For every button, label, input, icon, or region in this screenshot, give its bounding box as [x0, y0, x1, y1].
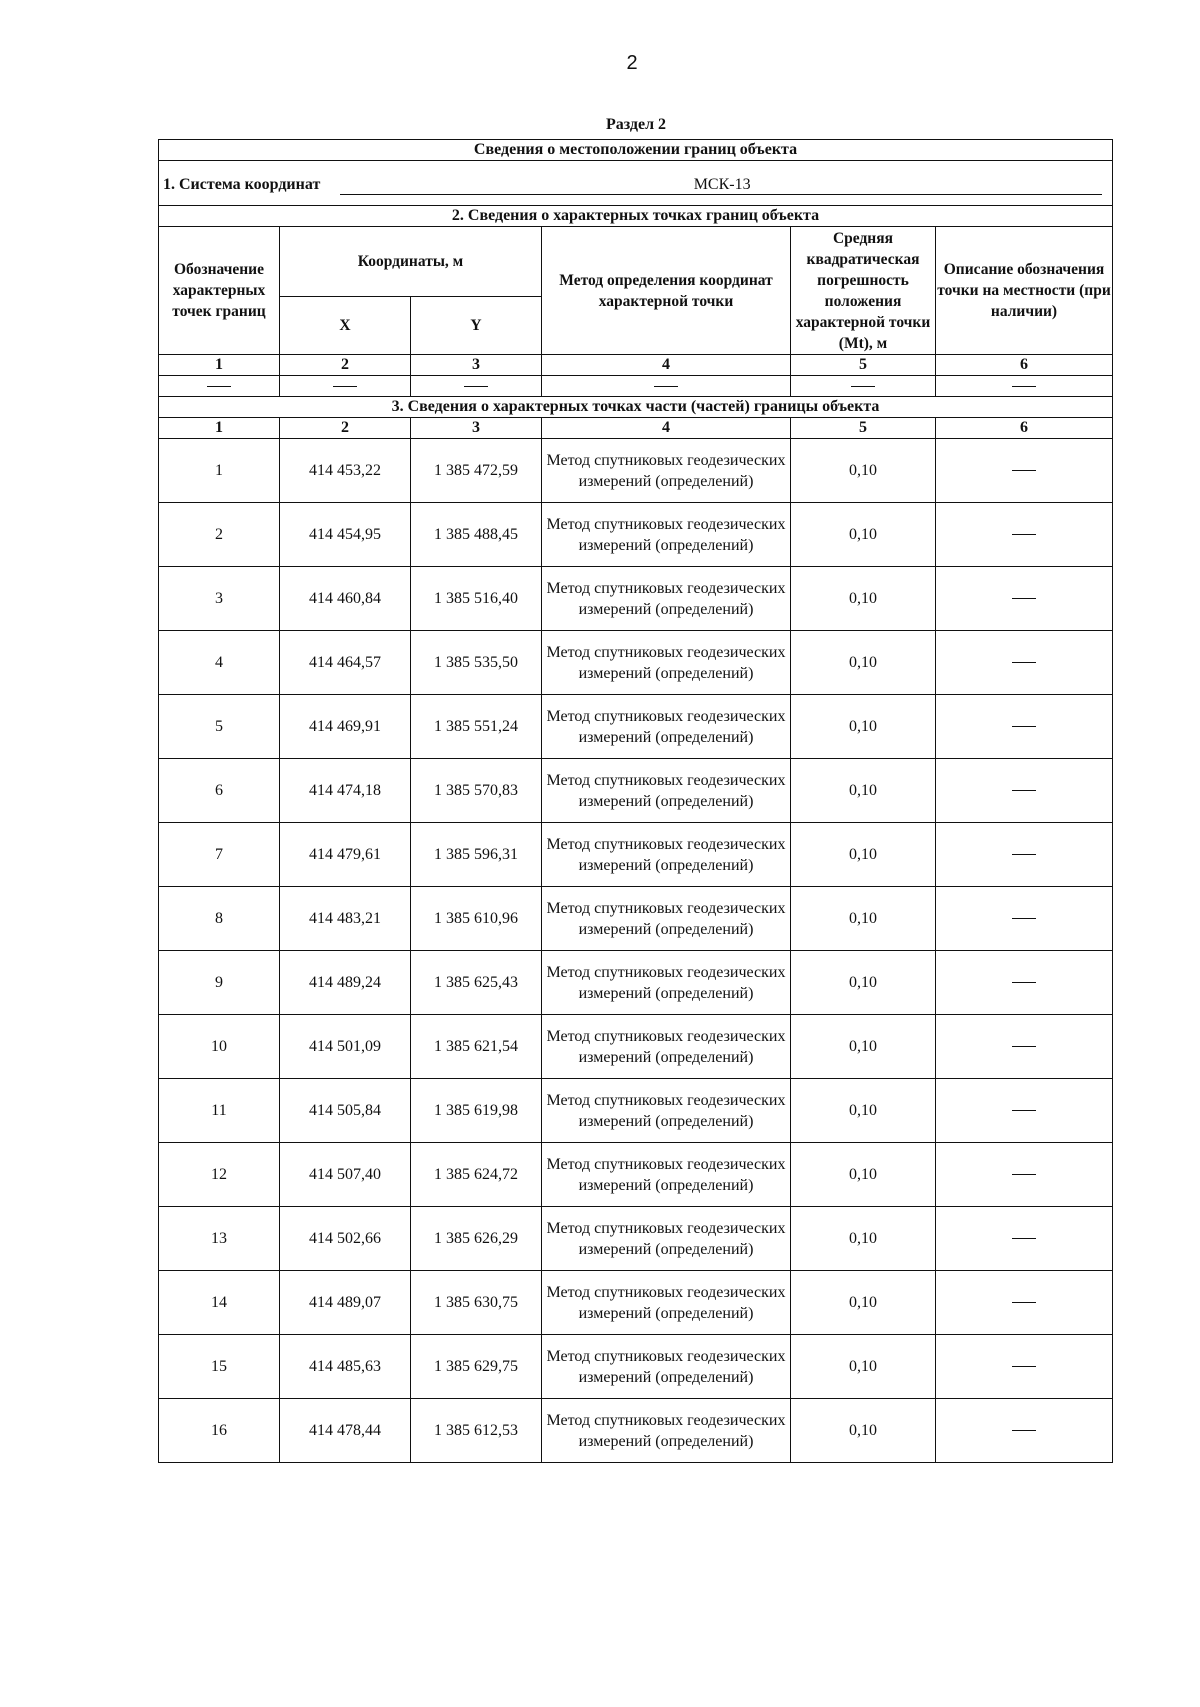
method-cell: Метод спутниковых геодезических измерений (определений) [542, 759, 791, 823]
column-number-row [159, 355, 1113, 376]
coord-y: 1 385 629,75 [411, 1335, 542, 1399]
point-number: 3 [159, 567, 280, 631]
column-number: 6 [936, 355, 1113, 376]
mt-value: 0,10 [791, 1207, 936, 1271]
description-cell [936, 695, 1113, 759]
mt-value: 0,10 [791, 887, 936, 951]
description-cell [936, 1207, 1113, 1271]
mt-value: 0,10 [791, 759, 936, 823]
dash-mark [1012, 534, 1036, 535]
point-number: 8 [159, 887, 280, 951]
dash-mark [1012, 1046, 1036, 1047]
point-number: 13 [159, 1207, 280, 1271]
coord-x: 414 464,57 [280, 631, 411, 695]
coord-y: 1 385 626,29 [411, 1207, 542, 1271]
dash-mark [1012, 918, 1036, 919]
column-number: 5 [791, 355, 936, 376]
description-cell [936, 1399, 1113, 1463]
coord-x: 414 460,84 [280, 567, 411, 631]
method-cell: Метод спутниковых геодезических измерений (определений) [542, 567, 791, 631]
mt-value: 0,10 [791, 1143, 936, 1207]
boundary-table [158, 139, 1113, 1463]
point-number: 9 [159, 951, 280, 1015]
table-row [159, 1335, 1113, 1399]
coord-y: 1 385 472,59 [411, 439, 542, 503]
column-number: 4 [542, 355, 791, 376]
dash-mark [1012, 1430, 1036, 1431]
point-number: 5 [159, 695, 280, 759]
dash-mark [1012, 854, 1036, 855]
column-number: 1 [159, 418, 280, 439]
dash-mark [1012, 386, 1036, 387]
coord-y: 1 385 624,72 [411, 1143, 542, 1207]
dash-mark [1012, 1302, 1036, 1303]
method-cell: Метод спутниковых геодезических измерений (определений) [542, 887, 791, 951]
description-cell [936, 439, 1113, 503]
description-cell [936, 887, 1113, 951]
dash-mark [464, 386, 488, 387]
dash-mark [654, 386, 678, 387]
coord-x: 414 453,22 [280, 439, 411, 503]
description-cell [936, 1335, 1113, 1399]
coord-x: 414 469,91 [280, 695, 411, 759]
method-cell: Метод спутниковых геодезических измерений (определений) [542, 631, 791, 695]
section3-title: 3. Сведения о характерных точках части (частей) границы объекта [159, 397, 1113, 418]
method-cell: Метод спутниковых геодезических измерений (определений) [542, 1271, 791, 1335]
method-cell: Метод спутниковых геодезических измерений (определений) [542, 1207, 791, 1271]
mt-value: 0,10 [791, 823, 936, 887]
coord-y: 1 385 619,98 [411, 1079, 542, 1143]
point-number: 11 [159, 1079, 280, 1143]
table-row [159, 1271, 1113, 1335]
description-cell [936, 1271, 1113, 1335]
dash-mark [1012, 662, 1036, 663]
coord-y: 1 385 535,50 [411, 631, 542, 695]
mt-value: 0,10 [791, 439, 936, 503]
column-number: 2 [280, 355, 411, 376]
coord-x: 414 489,07 [280, 1271, 411, 1335]
point-number: 4 [159, 631, 280, 695]
header-coordinates: Координаты, м [280, 227, 542, 297]
mt-value: 0,10 [791, 1079, 936, 1143]
dash-mark [1012, 982, 1036, 983]
method-cell: Метод спутниковых геодезических измерений (определений) [542, 1335, 791, 1399]
mt-value: 0,10 [791, 1335, 936, 1399]
coord-x: 414 507,40 [280, 1143, 411, 1207]
point-number: 1 [159, 439, 280, 503]
point-number: 7 [159, 823, 280, 887]
dash-mark [1012, 470, 1036, 471]
method-cell: Метод спутниковых геодезических измерений (определений) [542, 1015, 791, 1079]
empty-row [159, 376, 1113, 397]
table-row [159, 695, 1113, 759]
header-description: Описание обозначения точки на местности (при наличии) [936, 227, 1113, 355]
description-cell [936, 1143, 1113, 1207]
dash-mark [207, 386, 231, 387]
column-number: 5 [791, 418, 936, 439]
mt-value: 0,10 [791, 631, 936, 695]
coord-y: 1 385 621,54 [411, 1015, 542, 1079]
dash-mark [851, 386, 875, 387]
object-title: Сведения о местоположении границ объекта [159, 140, 1113, 161]
table-row [159, 951, 1113, 1015]
coord-y: 1 385 488,45 [411, 503, 542, 567]
dash-mark [1012, 1174, 1036, 1175]
coord-x: 414 474,18 [280, 759, 411, 823]
point-number: 12 [159, 1143, 280, 1207]
point-number: 6 [159, 759, 280, 823]
mt-value: 0,10 [791, 503, 936, 567]
coord-x: 414 489,24 [280, 951, 411, 1015]
method-cell: Метод спутниковых геодезических измерений (определений) [542, 439, 791, 503]
point-number: 15 [159, 1335, 280, 1399]
coord-y: 1 385 516,40 [411, 567, 542, 631]
table-row [159, 567, 1113, 631]
column-number: 4 [542, 418, 791, 439]
coord-y: 1 385 570,83 [411, 759, 542, 823]
header-error: Средняя квадратическая погрешность положения характерной точки (Mt), м [791, 227, 936, 355]
coord-y: 1 385 612,53 [411, 1399, 542, 1463]
header-y: Y [411, 297, 542, 355]
table-row [159, 759, 1113, 823]
coord-y: 1 385 610,96 [411, 887, 542, 951]
header-method: Метод определения координат характерной точки [542, 227, 791, 355]
coord-x: 414 485,63 [280, 1335, 411, 1399]
coord-x: 414 502,66 [280, 1207, 411, 1271]
table-row [159, 439, 1113, 503]
description-cell [936, 1079, 1113, 1143]
description-cell [936, 759, 1113, 823]
point-number: 2 [159, 503, 280, 567]
mt-value: 0,10 [791, 567, 936, 631]
column-number: 6 [936, 418, 1113, 439]
method-cell: Метод спутниковых геодезических измерений (определений) [542, 823, 791, 887]
dash-mark [1012, 598, 1036, 599]
method-cell: Метод спутниковых геодезических измерений (определений) [542, 951, 791, 1015]
table-row [159, 503, 1113, 567]
method-cell: Метод спутниковых геодезических измерений (определений) [542, 1079, 791, 1143]
point-rows [159, 439, 1113, 1463]
mt-value: 0,10 [791, 695, 936, 759]
method-cell: Метод спутниковых геодезических измерений (определений) [542, 503, 791, 567]
mt-value: 0,10 [791, 951, 936, 1015]
point-number: 16 [159, 1399, 280, 1463]
coord-x: 414 501,09 [280, 1015, 411, 1079]
header-x: X [280, 297, 411, 355]
table-row [159, 1399, 1113, 1463]
table-row [159, 1143, 1113, 1207]
table-row [159, 823, 1113, 887]
coordinate-system-value: МСК-13 [340, 176, 1102, 195]
method-cell: Метод спутниковых геодезических измерений (определений) [542, 695, 791, 759]
page-number: 2 [626, 52, 638, 74]
section-title: Раздел 2 [605, 116, 667, 133]
column-number: 2 [280, 418, 411, 439]
dash-mark [333, 386, 357, 387]
column-number: 3 [411, 355, 542, 376]
table-row [159, 1015, 1113, 1079]
header-point-designation: Обозначение характерных точек границ [159, 227, 280, 355]
column-number: 1 [159, 355, 280, 376]
table-row [159, 887, 1113, 951]
dash-mark [1012, 1110, 1036, 1111]
coord-x: 414 483,21 [280, 887, 411, 951]
description-cell [936, 951, 1113, 1015]
coord-y: 1 385 551,24 [411, 695, 542, 759]
coord-y: 1 385 625,43 [411, 951, 542, 1015]
coord-y: 1 385 596,31 [411, 823, 542, 887]
coord-y: 1 385 630,75 [411, 1271, 542, 1335]
dash-mark [1012, 1366, 1036, 1367]
coordinate-system-row [159, 161, 1113, 206]
section2-title: 2. Сведения о характерных точках границ объекта [159, 206, 1113, 227]
point-number: 10 [159, 1015, 280, 1079]
mt-value: 0,10 [791, 1015, 936, 1079]
coord-x: 414 479,61 [280, 823, 411, 887]
description-cell [936, 823, 1113, 887]
point-number: 14 [159, 1271, 280, 1335]
dash-mark [1012, 726, 1036, 727]
table-row [159, 1207, 1113, 1271]
description-cell [936, 503, 1113, 567]
description-cell [936, 631, 1113, 695]
coordinate-system-label: 1. Система координат [163, 175, 321, 193]
mt-value: 0,10 [791, 1399, 936, 1463]
coord-x: 414 454,95 [280, 503, 411, 567]
method-cell: Метод спутниковых геодезических измерений (определений) [542, 1399, 791, 1463]
column-number-row [159, 418, 1113, 439]
coord-x: 414 505,84 [280, 1079, 411, 1143]
method-cell: Метод спутниковых геодезических измерений (определений) [542, 1143, 791, 1207]
dash-mark [1012, 790, 1036, 791]
description-cell [936, 1015, 1113, 1079]
table-row [159, 1079, 1113, 1143]
description-cell [936, 567, 1113, 631]
table-row [159, 631, 1113, 695]
mt-value: 0,10 [791, 1271, 936, 1335]
coord-x: 414 478,44 [280, 1399, 411, 1463]
dash-mark [1012, 1238, 1036, 1239]
column-number: 3 [411, 418, 542, 439]
